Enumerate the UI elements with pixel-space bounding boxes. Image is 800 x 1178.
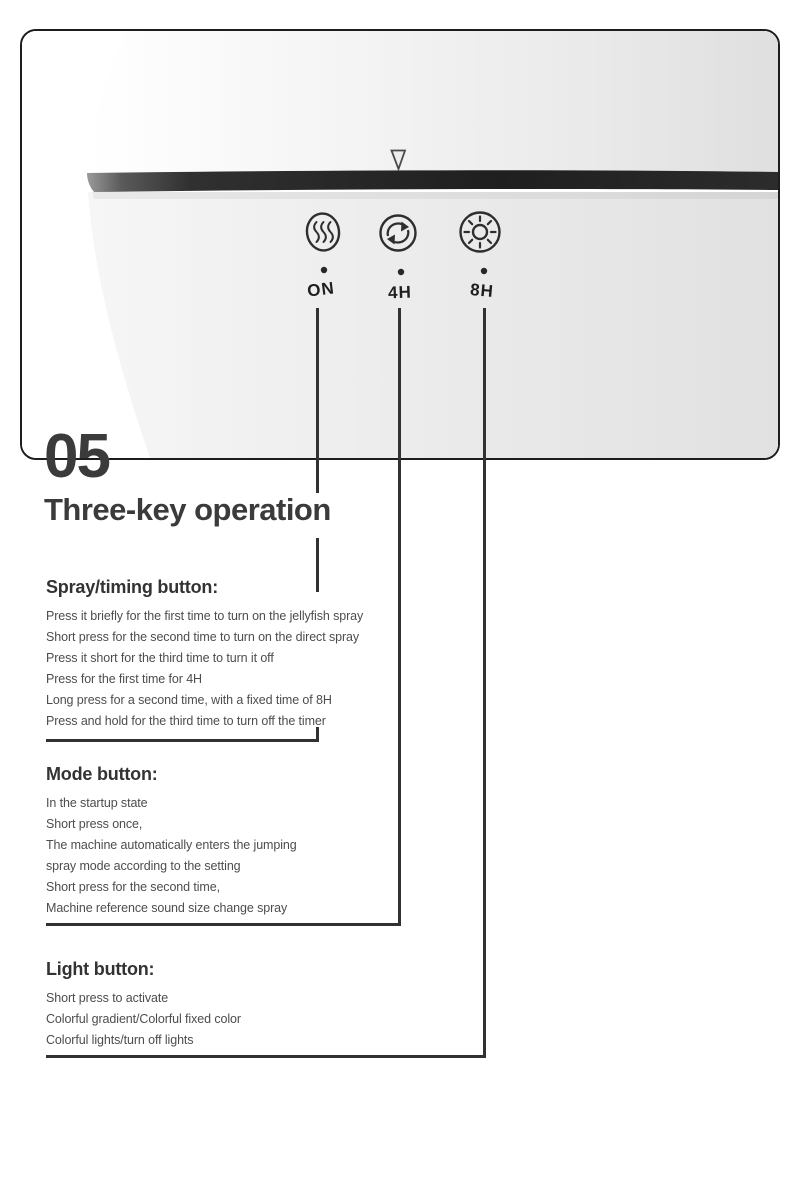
- instruction-line: Short press for the second time to turn on the direct spray: [46, 630, 360, 644]
- instruction-line: Short press to activate: [46, 991, 169, 1005]
- band-shadow: [92, 192, 778, 199]
- diffuser-top-dome: [87, 31, 778, 173]
- button-label-4h: 4H: [387, 282, 413, 303]
- connector-on-line-upper: [316, 308, 319, 493]
- section2-bracket-line: [46, 923, 401, 926]
- instruction-line: Short press once,: [46, 817, 143, 831]
- instruction-line: Press it briefly for the first time to turn on the jellyfish spray: [46, 609, 364, 623]
- section-heading: Light button:: [46, 959, 155, 979]
- instruction-line: Long press for a second time, with a fixed time of 8H: [46, 693, 332, 707]
- instruction-line: spray mode according to the setting: [46, 859, 241, 873]
- instruction-line: Machine reference sound size change spray: [46, 901, 288, 915]
- page-title: Three-key operation: [44, 492, 331, 527]
- section-mode: [46, 763, 466, 919]
- diffuser-lower-body: [88, 192, 778, 458]
- section-spray-timing: [46, 576, 466, 732]
- instruction-line: Press it short for the third time to turn it off: [46, 651, 274, 665]
- 8h-indicator-dot: [481, 268, 487, 274]
- section3-bracket-line: [46, 1055, 486, 1058]
- on-indicator-dot: [321, 267, 327, 273]
- instruction-line: Colorful lights/turn off lights: [46, 1033, 194, 1047]
- diffuser-band: [87, 170, 778, 192]
- button-label-8h: 8H: [469, 280, 495, 301]
- section-heading: Mode button:: [46, 764, 158, 784]
- instruction-line: The machine automatically enters the jumping: [46, 838, 297, 852]
- connector-8h-line: [483, 308, 486, 1058]
- section-heading: Spray/timing button:: [46, 577, 218, 597]
- 4h-indicator-dot: [398, 269, 404, 275]
- section1-bracket-line: [46, 739, 319, 742]
- section-light: [46, 958, 466, 1051]
- instruction-line: Press and hold for the third time to turn off the timer: [46, 714, 326, 728]
- button-label-on: ON: [306, 278, 336, 301]
- instruction-line: Colorful gradient/Colorful fixed color: [46, 1012, 241, 1026]
- instruction-line: In the startup state: [46, 796, 148, 810]
- instruction-line: Press for the first time for 4H: [46, 672, 202, 686]
- instruction-line: Short press for the second time,: [46, 880, 220, 894]
- step-number: 05: [44, 422, 109, 491]
